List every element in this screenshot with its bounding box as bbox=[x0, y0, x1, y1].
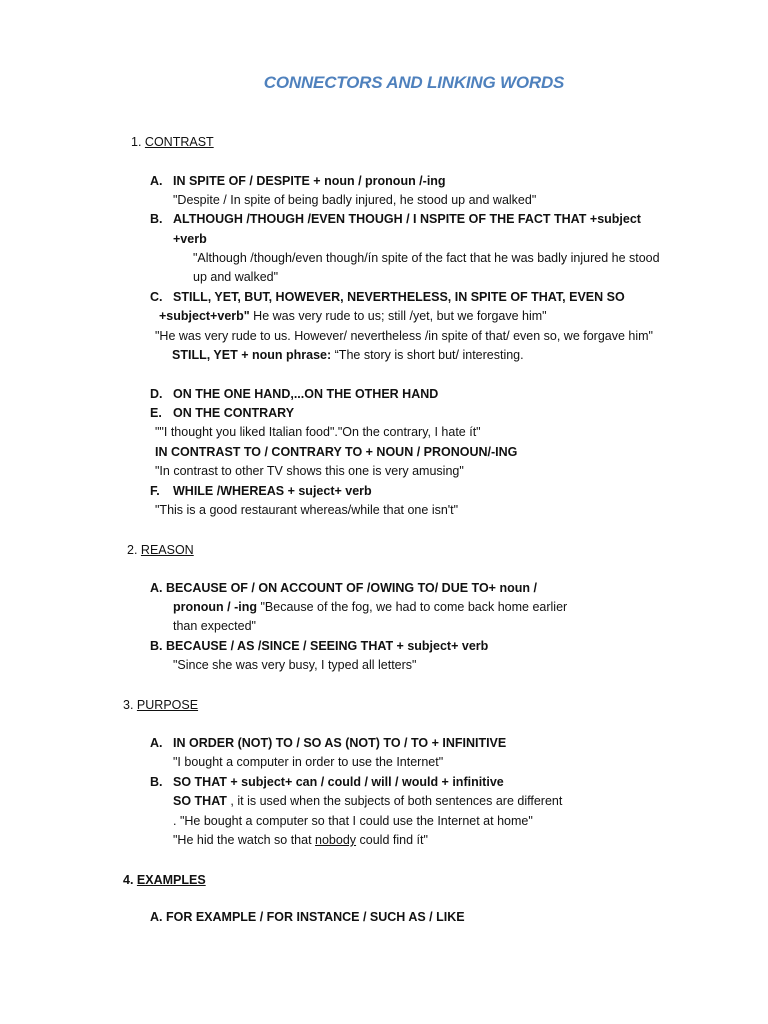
section-title: EXAMPLES bbox=[136, 873, 206, 887]
purpose-b-note-text: , it is used when the subjects of both sentences are different bbox=[226, 794, 563, 808]
rule-e-contrast-example: "In contrast to other TV shows this one is very amusing" bbox=[155, 464, 464, 478]
purpose-b-example-2-b: could find ít" bbox=[356, 833, 428, 847]
section-examples-heading bbox=[123, 872, 206, 888]
rule-b-letter: B. bbox=[150, 212, 163, 226]
rule-b-example: "Although /though/even though/ín spite of the fact that he was badly injured he stood bbox=[193, 251, 660, 265]
section-purpose-heading bbox=[123, 697, 198, 713]
purpose-b-letter: B. bbox=[150, 775, 163, 789]
section-title: PURPOSE bbox=[136, 698, 199, 712]
rule-b-text: ALTHOUGH /THOUGH /EVEN THOUGH / I NSPITE OF THE FACT THAT +subject bbox=[173, 212, 641, 226]
purpose-b-text-a: SO THAT + subject+ can / bbox=[173, 775, 328, 789]
purpose-a-example: "I bought a computer in order to use the Internet" bbox=[173, 755, 444, 769]
reason-a-text: A. BECAUSE OF / ON ACCOUNT OF /OWING TO/ DUE TO+ noun / bbox=[150, 581, 537, 595]
purpose-b-note-bold: SO THAT bbox=[173, 794, 227, 808]
section-title: REASON bbox=[140, 543, 194, 557]
purpose-a-letter: A. bbox=[150, 736, 163, 750]
rule-e-letter: E. bbox=[150, 406, 162, 420]
rule-c-text: STILL, YET, BUT, HOWEVER, NEVERTHELESS, IN SPITE OF THAT, EVEN SO bbox=[173, 290, 625, 304]
purpose-b-example-2-underlined: nobody bbox=[315, 833, 357, 847]
reason-a-example-cont: than expected" bbox=[173, 619, 256, 633]
purpose-b-note bbox=[173, 793, 562, 809]
rule-c-example: He was very rude to us; still /yet, but we forgave him" bbox=[249, 309, 547, 323]
rule-c-still: STILL, YET + noun phrase: bbox=[172, 348, 332, 362]
purpose-b-example-2 bbox=[173, 832, 428, 848]
section-contrast-heading bbox=[131, 134, 214, 150]
rule-c-still-example: “The story is short but/ interesting. bbox=[331, 348, 524, 362]
rule-b-text-cont: +verb bbox=[173, 232, 207, 246]
rule-c-letter: C. bbox=[150, 290, 163, 304]
rule-a-text: IN SPITE OF / DESPITE + noun / pronoun /-ing bbox=[173, 174, 446, 188]
rule-f-letter: F. bbox=[150, 484, 160, 498]
reason-b-example: "Since she was very busy, I typed all letters" bbox=[173, 658, 417, 672]
reason-b-text: B. BECAUSE / AS /SINCE / SEEING THAT + subject+ verb bbox=[150, 639, 489, 653]
rule-a-example: "Despite / In spite of being badly injured, he stood up and walked" bbox=[173, 193, 537, 207]
examples-a-text: A. FOR EXAMPLE / FOR INSTANCE / SUCH AS / LIKE bbox=[150, 910, 465, 924]
rule-d-text: ON THE ONE HAND,...ON THE OTHER HAND bbox=[173, 387, 439, 401]
section-number: 4. bbox=[123, 873, 134, 887]
purpose-a-text: IN ORDER (NOT) TO / SO AS (NOT) TO / TO + INFINITIVE bbox=[173, 736, 507, 750]
purpose-b-text bbox=[173, 774, 504, 790]
section-number: 3. bbox=[123, 698, 134, 712]
section-number: 2. bbox=[127, 543, 138, 557]
rule-c-subject-verb: +subject+verb" bbox=[159, 309, 250, 323]
rule-f-example: "This is a good restaurant whereas/while that one isn't" bbox=[155, 503, 459, 517]
section-number: 1. bbox=[131, 135, 142, 149]
reason-a-text-cont: pronoun / -ing bbox=[173, 600, 258, 614]
rule-e-example: ""I thought you liked Italian food"."On the contrary, I hate ít" bbox=[155, 425, 481, 439]
reason-a-example: "Because of the fog, we had to come back home earlier bbox=[257, 600, 568, 614]
rule-e-text: ON THE CONTRARY bbox=[173, 406, 295, 420]
rule-c-example-2: "He was very rude to us. However/ nevertheless /in spite of that/ even so, we forgave him" bbox=[155, 329, 653, 343]
reason-a-line bbox=[173, 599, 567, 615]
rule-f-text: WHILE /WHEREAS + suject+ verb bbox=[173, 484, 372, 498]
rule-b-example-cont: up and walked" bbox=[193, 270, 279, 284]
purpose-b-text-b: could / will / would + infinitive bbox=[327, 775, 504, 789]
rule-a-letter: A. bbox=[150, 174, 163, 188]
rule-e-contrast: IN CONTRAST TO / CONTRARY TO + NOUN / PRONOUN/-ING bbox=[155, 445, 518, 459]
section-reason-heading bbox=[127, 542, 194, 558]
rule-c-line bbox=[159, 308, 547, 324]
purpose-b-example: . "He bought a computer so that I could use the Internet at home" bbox=[173, 814, 533, 828]
page-title: CONNECTORS AND LINKING WORDS bbox=[263, 73, 565, 92]
rule-d-letter: D. bbox=[150, 387, 163, 401]
section-title: CONTRAST bbox=[144, 135, 214, 149]
purpose-b-example-2-a: "He hid the watch so that bbox=[173, 833, 316, 847]
rule-c-still-line bbox=[172, 347, 524, 363]
